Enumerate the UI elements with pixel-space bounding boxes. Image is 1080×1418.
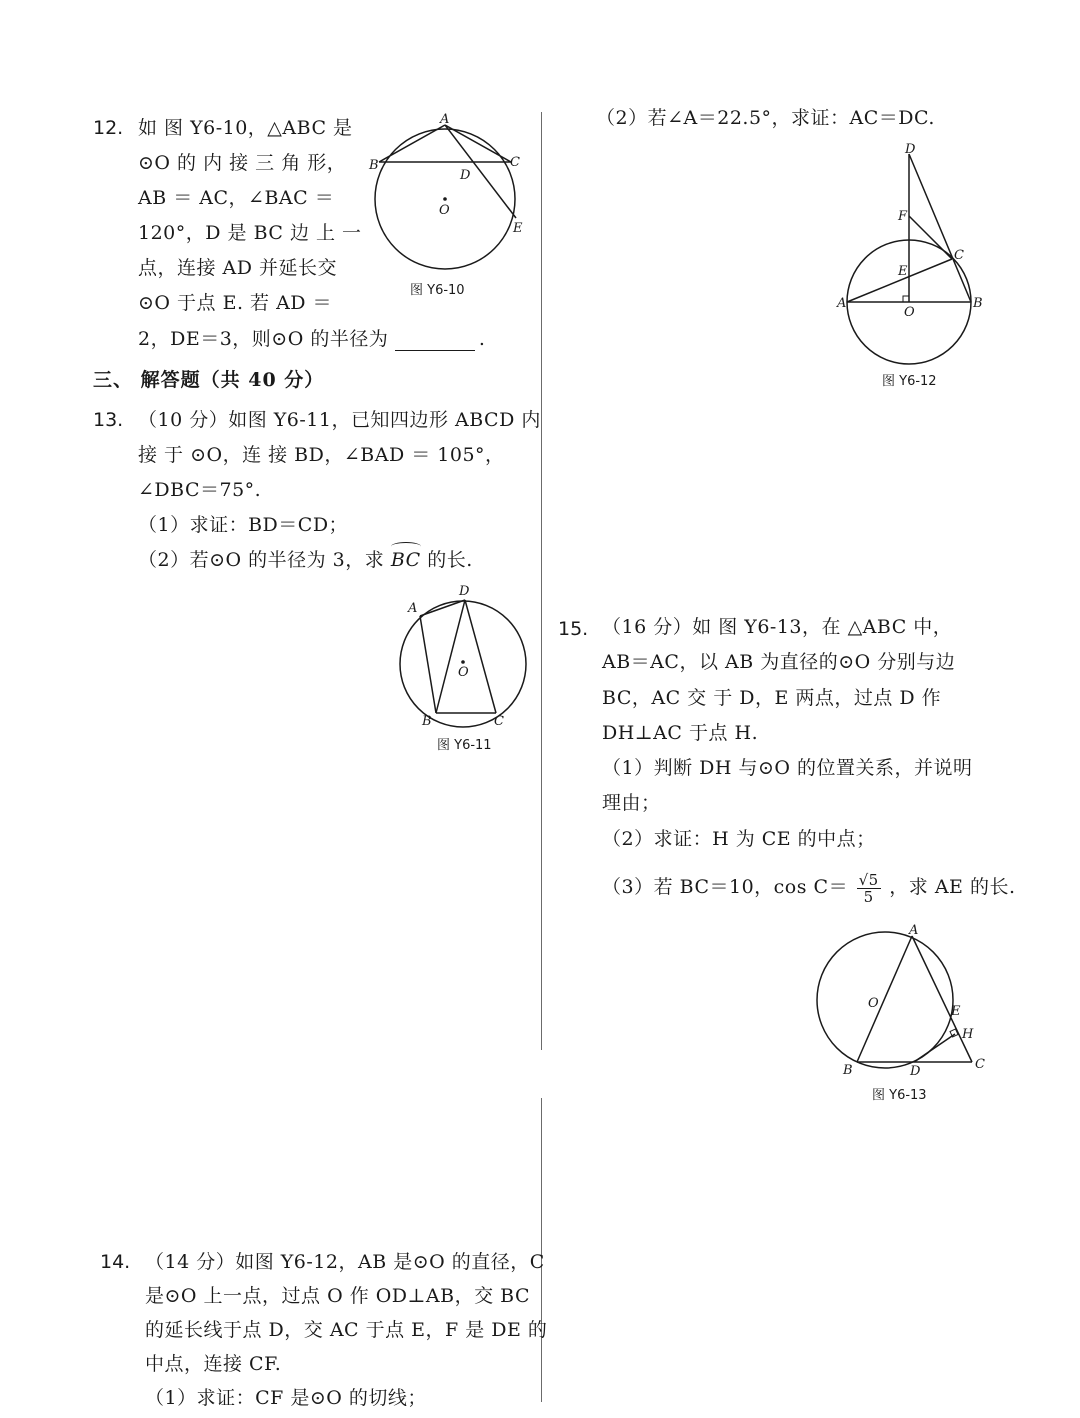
question-text-line: BC，AC 交 于 D，E 两点，过点 D 作 (602, 687, 942, 709)
question-text-line: （16 分）如 图 Y6-13，在 △ABC 中， (602, 616, 953, 638)
question-text: 的长. (427, 549, 473, 571)
question-text-line: 中点，连接 CF. (145, 1353, 282, 1375)
question-text-line: 的延长线于点 D，交 AC 于点 E，F 是 DE 的 (145, 1319, 548, 1341)
question-text-line: 接 于 ⊙O，连 接 BD，∠BAD ＝ 105°， (138, 444, 505, 466)
figure-caption: 图 Y6-10 (410, 283, 465, 298)
question-text-line: 120°，D 是 BC 边 上 一 (138, 222, 362, 244)
label-a: A (408, 601, 418, 616)
fraction-numerator: √5 (858, 870, 879, 889)
question-text-line: （2）若∠A＝22.5°，求证：AC＝DC. (596, 107, 935, 129)
question-text-line: （1）求证：CF 是⊙O 的切线； (145, 1387, 427, 1409)
question-number: 12. (93, 117, 124, 139)
center-point (461, 660, 465, 664)
question-text-line (138, 327, 485, 351)
segment-ab (857, 936, 912, 1062)
question-text-line: DH⊥AC 于点 H. (602, 722, 759, 744)
label-e: E (951, 1004, 961, 1019)
question-text-line: （1）求证：BD＝CD； (138, 514, 349, 536)
right-angle-mark (903, 296, 909, 302)
figure-y6-12 (835, 138, 995, 370)
question-text-line (602, 867, 1016, 907)
fraction-denominator: 5 (863, 887, 874, 906)
segment-ac (445, 125, 511, 162)
label-f: F (898, 209, 908, 224)
label-d: D (460, 168, 471, 183)
question-text-line: 如 图 Y6-10，△ABC 是 (138, 117, 353, 139)
question-text-line: 理由； (602, 792, 661, 814)
answer-blank[interactable] (395, 332, 475, 351)
label-e: E (513, 221, 523, 236)
label-b: B (843, 1063, 853, 1078)
question-text-line: ⊙O 于点 E. 若 AD ＝ (138, 292, 333, 314)
question-text-line: ⊙O 的 内 接 三 角 形， (138, 152, 347, 174)
circle-o (400, 601, 526, 727)
label-o: O (439, 203, 450, 218)
label-b: B (369, 158, 379, 173)
label-o: O (458, 665, 469, 680)
label-a: A (837, 296, 847, 311)
label-o: O (904, 305, 915, 320)
section-heading: 三、 解答题（共 40 分） (93, 369, 325, 391)
segment-db (909, 154, 971, 302)
segment-dh (914, 1034, 955, 1062)
segment-bd (436, 600, 465, 713)
segment-cd (465, 600, 496, 713)
question-text-line (138, 548, 473, 572)
label-c: C (510, 155, 520, 170)
question-text: （3）若 BC＝10，cos C＝ (602, 876, 849, 898)
center-point (443, 197, 447, 201)
question-text-line: （10 分）如图 Y6-11，已知四边形 ABCD 内 (138, 409, 541, 431)
question-text: ，求 AE 的长. (889, 876, 1016, 898)
label-a: A (909, 923, 919, 938)
arc-mark-icon (391, 542, 421, 551)
label-d: D (910, 1064, 921, 1079)
label-b: B (422, 714, 432, 729)
label-c: C (494, 714, 504, 729)
label-c: C (975, 1057, 985, 1072)
column-divider-top (541, 112, 542, 1050)
question-text-line: 点，连接 AD 并延长交 (138, 257, 338, 279)
question-text-line: （1）判断 DH 与⊙O 的位置关系，并说明 (602, 757, 973, 779)
arc-label: BC (390, 549, 421, 571)
segment-ab (379, 125, 445, 162)
figure-caption: 图 Y6-12 (882, 374, 937, 389)
question-text-line: ∠DBC＝75°. (138, 479, 262, 501)
fraction (857, 872, 881, 905)
question-text-line: （2）求证：H 为 CE 的中点； (602, 828, 876, 850)
circle-o (817, 932, 953, 1068)
segment-ab (420, 616, 436, 713)
label-h: H (962, 1027, 974, 1042)
segment-fc (909, 216, 952, 259)
figure-caption: 图 Y6-13 (872, 1088, 927, 1103)
question-text: （2）若⊙O 的半径为 3，求 (138, 549, 385, 571)
label-d: D (459, 584, 470, 599)
label-o: O (868, 996, 879, 1011)
label-a: A (440, 112, 450, 127)
question-number: 13. (93, 409, 124, 431)
segment-ad (420, 600, 465, 616)
question-text-line: AB ＝ AC，∠BAC ＝ (138, 187, 335, 209)
figure-caption: 图 Y6-11 (437, 738, 492, 753)
question-number: 15. (558, 618, 589, 640)
figure-y6-10 (365, 110, 535, 285)
figure-y6-13 (805, 922, 995, 1087)
question-text-line: AB＝AC，以 AB 为直径的⊙O 分别与边 (602, 651, 956, 673)
label-e: E (898, 264, 908, 279)
label-d: D (905, 142, 916, 157)
label-c: C (954, 248, 964, 263)
question-text-line: 是⊙O 上一点，过点 O 作 OD⊥AB，交 BC (145, 1285, 530, 1307)
question-text-line: （14 分）如图 Y6-12，AB 是⊙O 的直径，C (145, 1251, 545, 1273)
question-text: . (478, 328, 486, 350)
question-number: 14. (100, 1251, 131, 1273)
figure-y6-11 (398, 578, 538, 738)
arc-notation (391, 548, 421, 572)
question-text: 2，DE＝3，则⊙O 的半径为 (138, 328, 389, 350)
label-b: B (973, 296, 983, 311)
